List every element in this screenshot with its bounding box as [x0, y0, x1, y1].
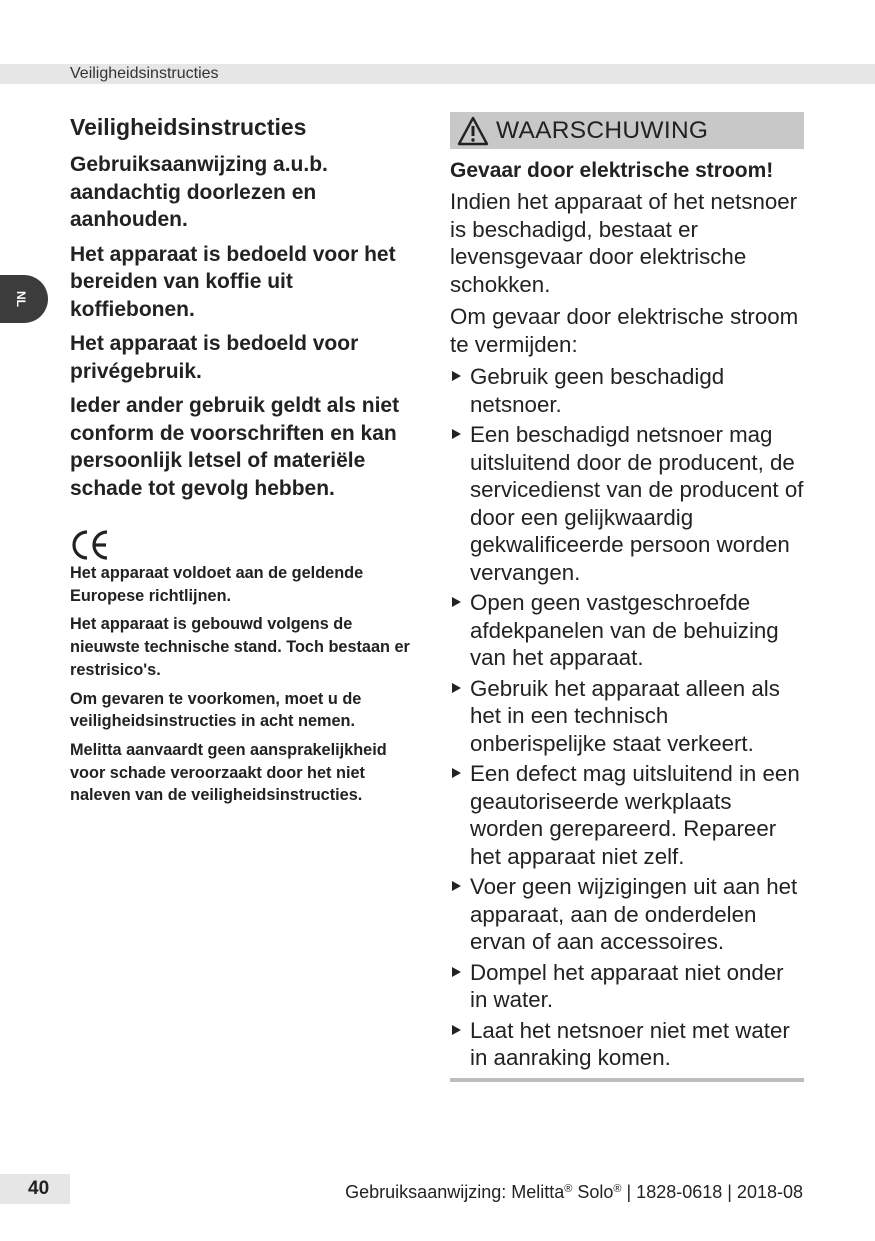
left-column — [70, 112, 420, 813]
footer-doc-info: Gebruiksaanwijzing: Melitta® Solo® | 1828-0618 | 2018-08 — [345, 1182, 803, 1202]
list-item: Dompel het apparaat niet onder in water. — [450, 959, 804, 1014]
conformity-paragraph: Het apparaat is gebouwd volgens de nieuwste technische stand. Toch bestaan er restrisico's. — [70, 615, 410, 679]
list-item: Open geen vastgeschroefde afdekpanelen van de behuizing van het apparaat. — [450, 589, 804, 672]
bullet-arrow-icon — [452, 597, 461, 607]
page-number: 40 — [28, 1178, 50, 1199]
warning-intro: Indien het apparaat of het netsnoer is beschadigd, bestaat er levensgevaar door elektrische schokken. — [450, 189, 798, 297]
bold-paragraph: Het apparaat is bedoeld voor privégebruik. — [70, 332, 359, 383]
warning-intro: Om gevaar door elektrische stroom te vermijden: — [450, 304, 799, 357]
conformity-paragraph: Het apparaat voldoet aan de geldende Europese richtlijnen. — [70, 564, 364, 605]
section-title: Veiligheidsinstructies — [70, 114, 307, 140]
ce-mark-icon — [70, 528, 112, 562]
conformity-paragraph: Melitta aanvaardt geen aansprakelijkheid voor schade veroorzaakt door het niet naleven van de veiligheidsinstructies. — [70, 740, 387, 805]
warning-banner — [450, 112, 804, 149]
list-item: Gebruik het apparaat alleen als het in een technisch onberispelijke staat verkeert. — [450, 675, 804, 758]
bullet-arrow-icon — [452, 429, 461, 439]
bold-paragraph: Het apparaat is bedoeld voor het bereiden van koffie uit koffiebonen. — [70, 242, 396, 321]
warning-triangle-icon — [456, 115, 490, 147]
conformity-paragraph: Om gevaren te voorkomen, moet u de veiligheidsinstructies in acht nemen. — [70, 689, 362, 731]
bold-paragraph: Ieder ander gebruik geldt als niet conform de voorschriften en kan persoonlijk letsel of materiële schade tot gevolg hebben. — [70, 394, 400, 500]
bullet-arrow-icon — [452, 881, 461, 891]
bullet-arrow-icon — [452, 768, 461, 778]
running-header: Veiligheidsinstructies — [70, 65, 219, 82]
danger-heading: Gevaar door elektrische stroom! — [450, 159, 774, 182]
bold-paragraph: Gebruiksaanwijzing a.u.b. aandachtig doorlezen en aanhouden. — [70, 153, 328, 231]
bullet-arrow-icon — [452, 967, 461, 977]
list-item: Een defect mag uitsluitend in een geautoriseerde werkplaats worden gerepareerd. Repareer het apparaat niet zelf. — [450, 760, 804, 870]
warning-box-bottom-rule — [450, 1078, 804, 1082]
list-item: Voer geen wijzigingen uit aan het apparaat, aan de onderdelen ervan of aan accessoires. — [450, 873, 804, 956]
bullet-arrow-icon — [452, 683, 461, 693]
warning-list — [450, 363, 804, 1072]
bullet-arrow-icon — [452, 1025, 461, 1035]
language-tab — [0, 275, 48, 323]
warning-label: WAARSCHUWING — [496, 117, 709, 144]
bullet-arrow-icon — [452, 371, 461, 381]
list-item: Gebruik geen beschadigd netsnoer. — [450, 363, 804, 418]
list-item: Een beschadigd netsnoer mag uitsluitend door de producent, de servicedienst van de producent of door een gelijkwaardig gekwalificeerde persoon worden vervangen. — [450, 421, 804, 586]
warning-box — [450, 112, 804, 1082]
list-item: Laat het netsnoer niet met water in aanraking komen. — [450, 1017, 804, 1072]
language-tab-label: NL — [14, 291, 28, 307]
